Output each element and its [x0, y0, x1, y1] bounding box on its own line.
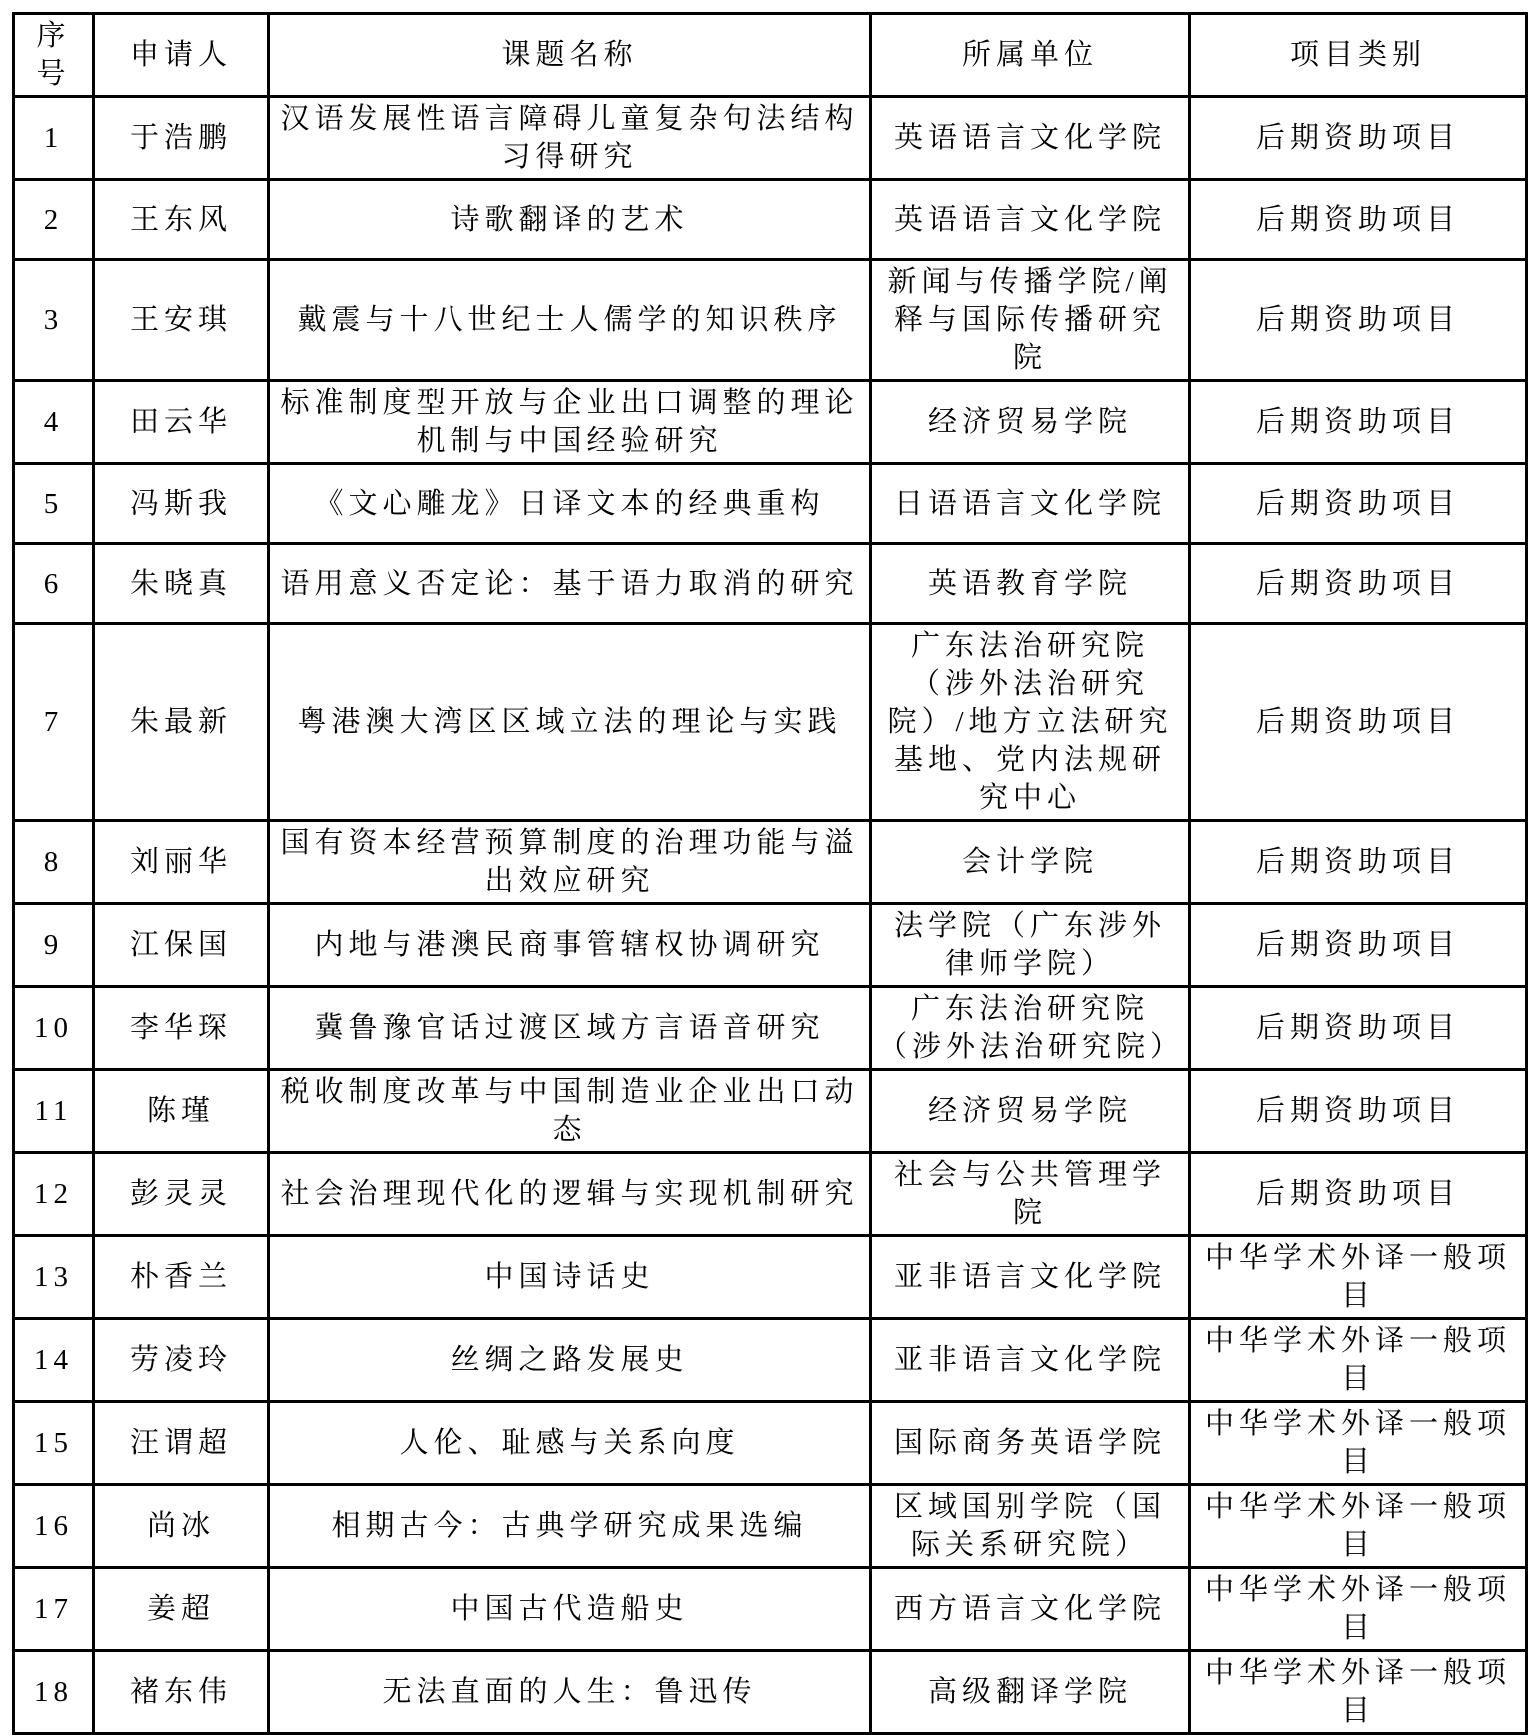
- cell-index: 11: [14, 1070, 94, 1153]
- cell-applicant: 江保国: [94, 904, 269, 987]
- header-row: [14, 14, 1527, 97]
- cell-title: 《文心雕龙》日译文本的经典重构: [269, 464, 871, 544]
- cell-index: 13: [14, 1236, 94, 1319]
- cell-applicant: 褚东伟: [94, 1651, 269, 1734]
- cell-applicant: 冯斯我: [94, 464, 269, 544]
- cell-unit: 英语教育学院: [871, 544, 1190, 624]
- table-row: [14, 381, 1527, 464]
- table-row: [14, 821, 1527, 904]
- cell-title: 中国诗话史: [269, 1236, 871, 1319]
- cell-applicant: 王东风: [94, 180, 269, 260]
- column-header-unit: 所属单位: [871, 14, 1190, 97]
- cell-unit: 新闻与传播学院/阐释与国际传播研究院: [871, 260, 1190, 381]
- table-row: [14, 180, 1527, 260]
- cell-title: 相期古今：古典学研究成果选编: [269, 1485, 871, 1568]
- cell-index: 8: [14, 821, 94, 904]
- cell-index: 1: [14, 97, 94, 180]
- table-row: [14, 544, 1527, 624]
- cell-title: 中国古代造船史: [269, 1568, 871, 1651]
- cell-unit: 英语语言文化学院: [871, 180, 1190, 260]
- cell-category: 后期资助项目: [1190, 821, 1527, 904]
- cell-applicant: 尚冰: [94, 1485, 269, 1568]
- cell-unit: 亚非语言文化学院: [871, 1319, 1190, 1402]
- cell-applicant: 于浩鹏: [94, 97, 269, 180]
- cell-category: 中华学术外译一般项目: [1190, 1651, 1527, 1734]
- cell-applicant: 朱晓真: [94, 544, 269, 624]
- table-row: [14, 260, 1527, 381]
- table-row: [14, 1319, 1527, 1402]
- cell-category: 后期资助项目: [1190, 97, 1527, 180]
- table-row: [14, 1568, 1527, 1651]
- cell-unit: 经济贸易学院: [871, 1070, 1190, 1153]
- funding-projects-table: [12, 12, 1528, 1735]
- cell-title: 无法直面的人生：鲁迅传: [269, 1651, 871, 1734]
- cell-title: 诗歌翻译的艺术: [269, 180, 871, 260]
- cell-index: 4: [14, 381, 94, 464]
- cell-category: 中华学术外译一般项目: [1190, 1485, 1527, 1568]
- cell-title: 税收制度改革与中国制造业企业出口动态: [269, 1070, 871, 1153]
- cell-category: 后期资助项目: [1190, 1070, 1527, 1153]
- cell-title: 标准制度型开放与企业出口调整的理论机制与中国经验研究: [269, 381, 871, 464]
- cell-unit: 国际商务英语学院: [871, 1402, 1190, 1485]
- table-row: [14, 464, 1527, 544]
- cell-index: 9: [14, 904, 94, 987]
- cell-unit: 法学院（广东涉外律师学院）: [871, 904, 1190, 987]
- cell-category: 后期资助项目: [1190, 544, 1527, 624]
- cell-index: 2: [14, 180, 94, 260]
- cell-category: 后期资助项目: [1190, 464, 1527, 544]
- table-row: [14, 987, 1527, 1070]
- cell-category: 后期资助项目: [1190, 1153, 1527, 1236]
- column-header-category: 项目类别: [1190, 14, 1527, 97]
- cell-category: 中华学术外译一般项目: [1190, 1402, 1527, 1485]
- cell-unit: 西方语言文化学院: [871, 1568, 1190, 1651]
- cell-title: 国有资本经营预算制度的治理功能与溢出效应研究: [269, 821, 871, 904]
- table-row: [14, 1651, 1527, 1734]
- table-row: [14, 1070, 1527, 1153]
- cell-index: 10: [14, 987, 94, 1070]
- cell-applicant: 王安琪: [94, 260, 269, 381]
- cell-category: 后期资助项目: [1190, 260, 1527, 381]
- cell-applicant: 朴香兰: [94, 1236, 269, 1319]
- table-body: [14, 97, 1527, 1734]
- cell-category: 后期资助项目: [1190, 624, 1527, 821]
- cell-unit: 日语语言文化学院: [871, 464, 1190, 544]
- table-row: [14, 904, 1527, 987]
- table-row: [14, 1485, 1527, 1568]
- cell-category: 后期资助项目: [1190, 180, 1527, 260]
- cell-category: 后期资助项目: [1190, 904, 1527, 987]
- cell-index: 3: [14, 260, 94, 381]
- cell-category: 后期资助项目: [1190, 987, 1527, 1070]
- cell-index: 6: [14, 544, 94, 624]
- table-row: [14, 1153, 1527, 1236]
- cell-applicant: 刘丽华: [94, 821, 269, 904]
- cell-category: 中华学术外译一般项目: [1190, 1319, 1527, 1402]
- column-header-title: 课题名称: [269, 14, 871, 97]
- cell-title: 人伦、耻感与关系向度: [269, 1402, 871, 1485]
- cell-unit: 高级翻译学院: [871, 1651, 1190, 1734]
- cell-title: 语用意义否定论：基于语力取消的研究: [269, 544, 871, 624]
- cell-title: 社会治理现代化的逻辑与实现机制研究: [269, 1153, 871, 1236]
- cell-index: 7: [14, 624, 94, 821]
- cell-applicant: 彭灵灵: [94, 1153, 269, 1236]
- cell-index: 5: [14, 464, 94, 544]
- cell-index: 12: [14, 1153, 94, 1236]
- cell-category: 后期资助项目: [1190, 381, 1527, 464]
- cell-index: 16: [14, 1485, 94, 1568]
- cell-applicant: 李华琛: [94, 987, 269, 1070]
- cell-unit: 区域国别学院（国际关系研究院）: [871, 1485, 1190, 1568]
- cell-index: 15: [14, 1402, 94, 1485]
- cell-title: 汉语发展性语言障碍儿童复杂句法结构习得研究: [269, 97, 871, 180]
- table-row: [14, 624, 1527, 821]
- cell-title: 粤港澳大湾区区域立法的理论与实践: [269, 624, 871, 821]
- column-header-applicant: 申请人: [94, 14, 269, 97]
- cell-index: 17: [14, 1568, 94, 1651]
- cell-applicant: 姜超: [94, 1568, 269, 1651]
- cell-applicant: 田云华: [94, 381, 269, 464]
- cell-applicant: 劳凌玲: [94, 1319, 269, 1402]
- cell-title: 戴震与十八世纪士人儒学的知识秩序: [269, 260, 871, 381]
- cell-unit: 会计学院: [871, 821, 1190, 904]
- table-row: [14, 1236, 1527, 1319]
- cell-category: 中华学术外译一般项目: [1190, 1568, 1527, 1651]
- cell-applicant: 陈瑾: [94, 1070, 269, 1153]
- cell-unit: 英语语言文化学院: [871, 97, 1190, 180]
- cell-index: 14: [14, 1319, 94, 1402]
- column-header-index: 序号: [14, 14, 94, 97]
- cell-unit: 亚非语言文化学院: [871, 1236, 1190, 1319]
- cell-unit: 广东法治研究院（涉外法治研究院）/地方立法研究基地、党内法规研究中心: [871, 624, 1190, 821]
- cell-title: 内地与港澳民商事管辖权协调研究: [269, 904, 871, 987]
- cell-applicant: 汪谓超: [94, 1402, 269, 1485]
- table-row: [14, 97, 1527, 180]
- cell-unit: 广东法治研究院（涉外法治研究院）: [871, 987, 1190, 1070]
- cell-unit: 经济贸易学院: [871, 381, 1190, 464]
- cell-index: 18: [14, 1651, 94, 1734]
- cell-unit: 社会与公共管理学院: [871, 1153, 1190, 1236]
- cell-title: 冀鲁豫官话过渡区域方言语音研究: [269, 987, 871, 1070]
- cell-title: 丝绸之路发展史: [269, 1319, 871, 1402]
- cell-applicant: 朱最新: [94, 624, 269, 821]
- cell-category: 中华学术外译一般项目: [1190, 1236, 1527, 1319]
- table-row: [14, 1402, 1527, 1485]
